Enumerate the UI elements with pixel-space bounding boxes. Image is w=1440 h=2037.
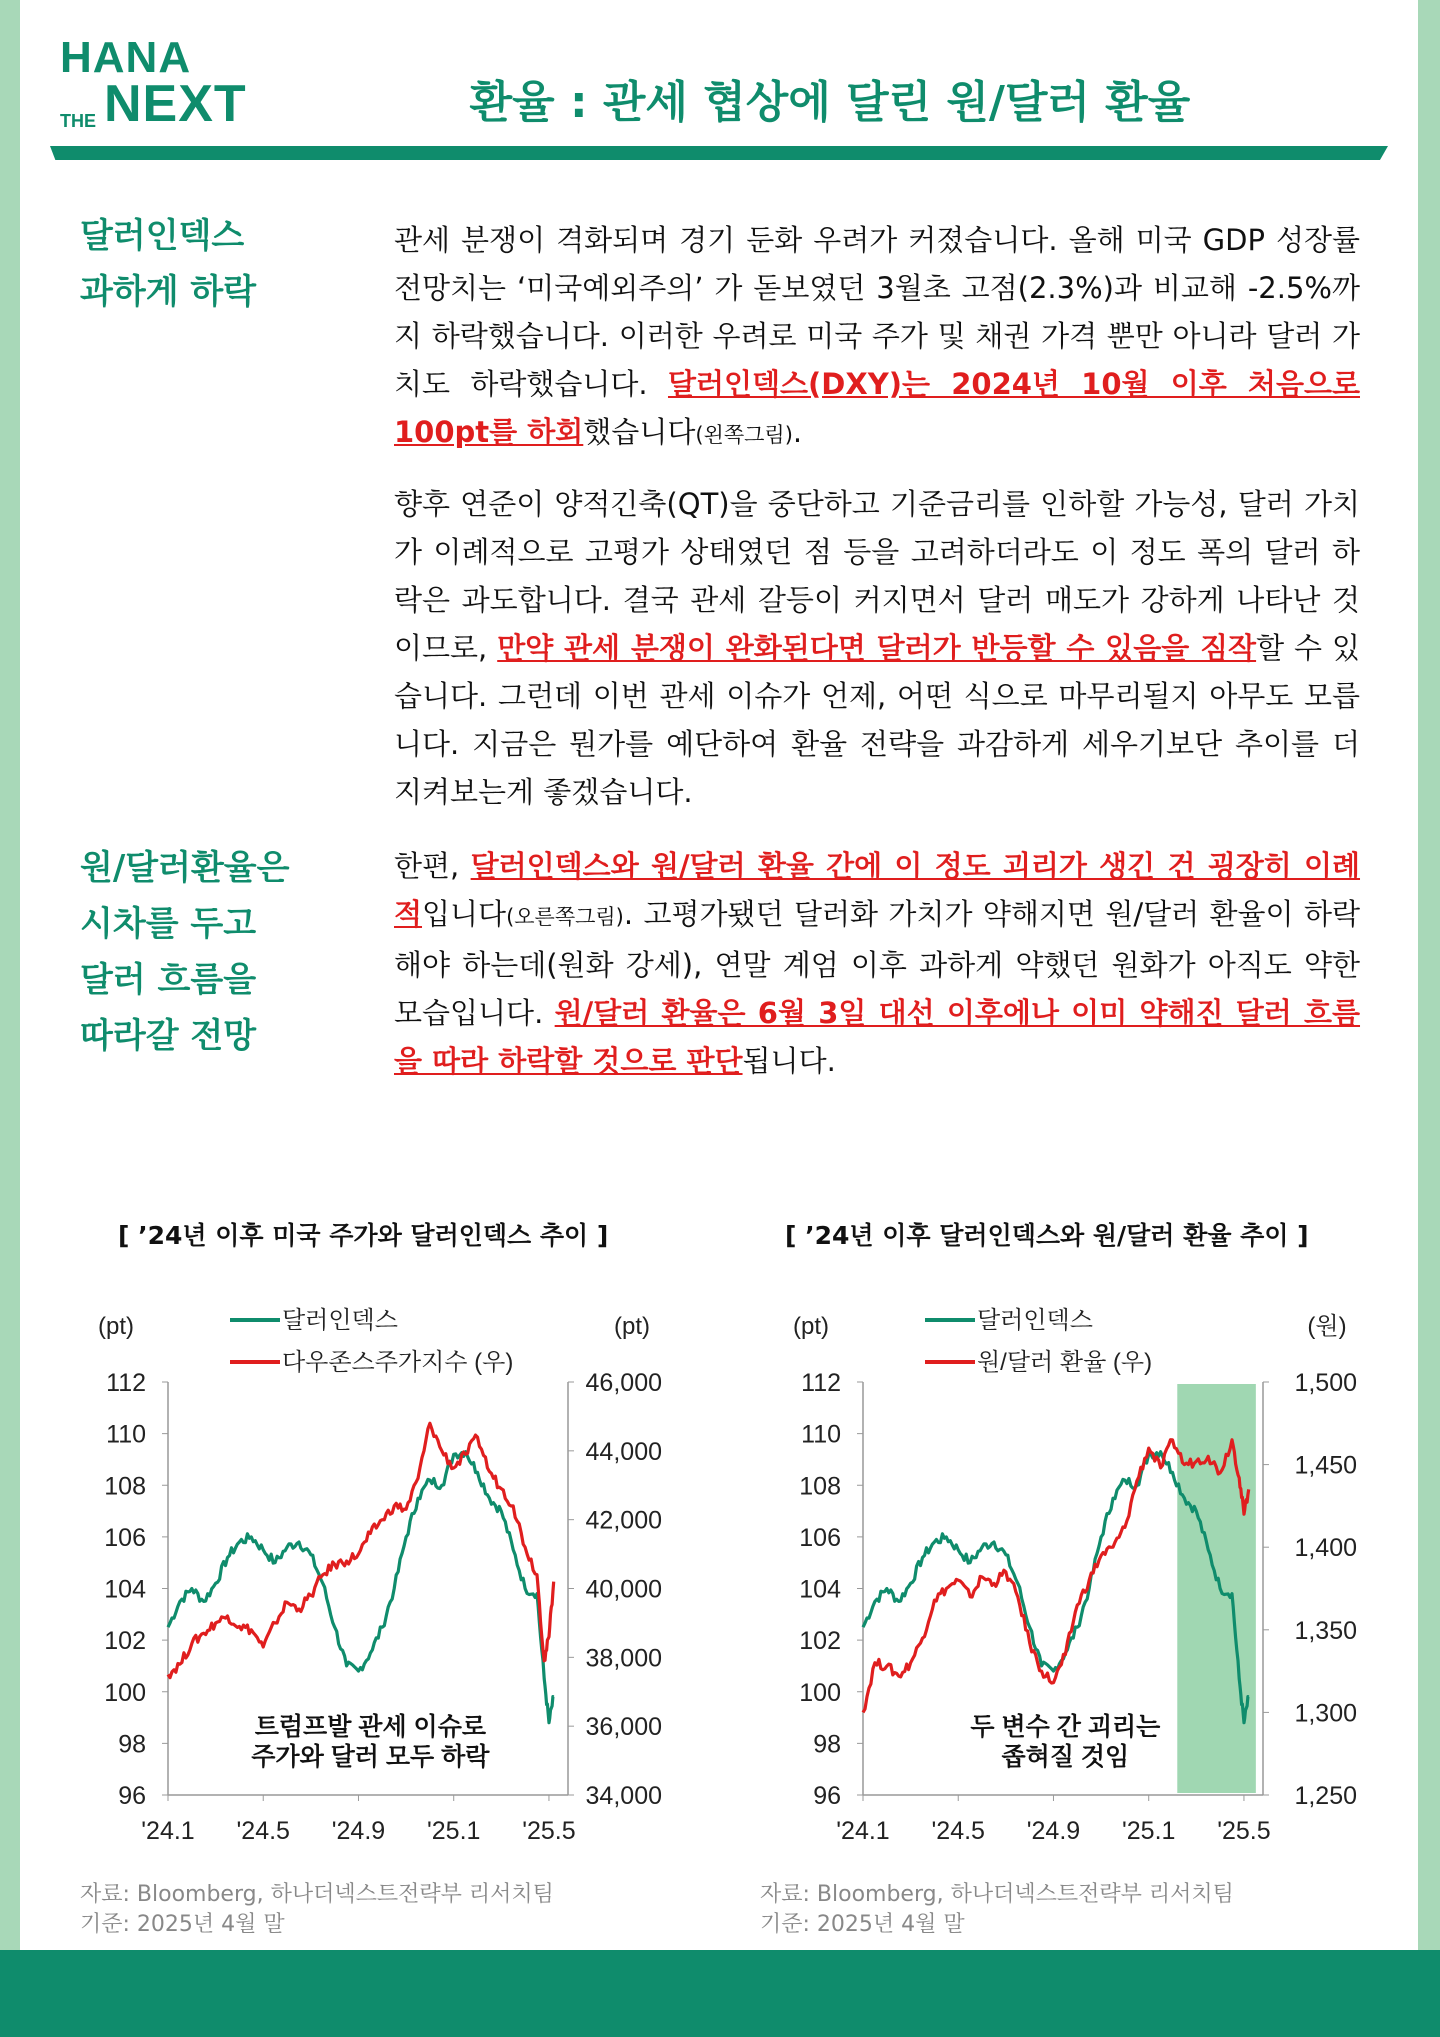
body-text: 입니다 xyxy=(422,897,507,931)
left-tick-label: 104 xyxy=(799,1575,841,1604)
highlight-text: 달러인덱스와 원/달러 환율 간에 이 정도 괴리가 생긴 건 굉장히 이례적 xyxy=(394,849,1361,931)
left-tick-label: 110 xyxy=(106,1420,146,1449)
right-tick-label: 1,500 xyxy=(1294,1369,1357,1397)
chart-annotation-line: 트럼프발 관세 이슈로 xyxy=(254,1713,487,1741)
legend-label: 다우존스주가지수 (우) xyxy=(282,1349,514,1376)
section1-side-heading xyxy=(80,208,256,320)
section2-paragraph xyxy=(394,842,1360,1085)
x-tick-label: '25.1 xyxy=(1121,1817,1176,1845)
left-tick-label: 100 xyxy=(104,1678,146,1707)
logo-the: THE xyxy=(60,111,96,131)
chart-right-title: [ ’24년 이후 달러인덱스와 원/달러 환율 추이 ] xyxy=(785,1221,1309,1250)
chart-annotation-line: 두 변수 간 괴리는 xyxy=(970,1713,1161,1741)
highlight-shade xyxy=(1177,1384,1256,1793)
left-tick-label: 102 xyxy=(799,1627,841,1656)
chart-left-notes xyxy=(80,1880,554,1940)
x-tick-label: '24.1 xyxy=(836,1817,890,1845)
section2-side-line: 달러 흐름을 xyxy=(80,960,257,1000)
page-title: 환율 : 관세 협상에 달린 원/달러 환율 xyxy=(469,77,1191,128)
logo-hana: HANA xyxy=(60,33,192,82)
right-tick-label: 1,400 xyxy=(1294,1534,1357,1563)
highlight-text: 원/달러 환율은 6월 3일 대선 이후에나 이미 약해진 달러 흐름을 따라 하락할 것으로 판단 xyxy=(394,996,1361,1078)
figure-reference: (왼쪽그림) xyxy=(695,423,793,447)
left-tick-label: 110 xyxy=(801,1420,841,1449)
right-axis-unit: (pt) xyxy=(614,1313,650,1340)
series-line-dow-jones xyxy=(168,1423,554,1677)
section2-side-heading xyxy=(80,840,289,1064)
right-axis-unit: (원) xyxy=(1307,1313,1347,1340)
right-tick-label: 1,300 xyxy=(1294,1699,1357,1728)
legend-label: 달러인덱스 xyxy=(977,1307,1093,1334)
x-tick-label: '25.1 xyxy=(426,1817,481,1845)
footer-band xyxy=(0,1950,1440,2037)
body-text: 관세 분쟁이 격화되며 경기 둔화 우려가 커졌습니다. 올해 미국 GDP 성장률 전망치는 ‘미국예외주의’ 가 돋보였던 3월초 고점(2.3%)과 비교해 -2.5%까지 하락했습니다. 이러한 우려로 미국 주가 및 채권 가격 뿐만 아니라 달러 가치도 하락했습니다. xyxy=(394,223,1360,401)
section2-side-line: 시차를 두고 xyxy=(80,904,257,944)
x-tick-label: '24.9 xyxy=(331,1817,386,1845)
body-text: 됩니다. xyxy=(742,1044,836,1078)
x-tick-label: '25.5 xyxy=(1217,1817,1271,1845)
right-tick-label: 1,350 xyxy=(1294,1616,1357,1645)
left-axis-unit: (pt) xyxy=(98,1313,134,1340)
right-tick-label: 34,000 xyxy=(585,1782,662,1810)
section1-paragraph1 xyxy=(394,216,1360,459)
section1-side-line: 과하게 하락 xyxy=(80,272,257,312)
left-tick-label: 112 xyxy=(801,1369,841,1397)
chart-left-title: [ ’24년 이후 미국 주가와 달러인덱스 추이 ] xyxy=(118,1221,609,1250)
figure-reference: (오른쪽그림) xyxy=(506,905,624,929)
section2-side-line: 따라갈 전망 xyxy=(80,1016,257,1056)
body-text: 한편, xyxy=(394,849,471,883)
left-tick-label: 100 xyxy=(799,1678,841,1707)
source-note: 자료: Bloomberg, 하나더넥스트전략부 리서치팀 xyxy=(80,1882,554,1907)
right-tick-label: 1,450 xyxy=(1294,1451,1357,1480)
right-tick-label: 42,000 xyxy=(585,1506,662,1535)
left-tick-label: 98 xyxy=(813,1730,841,1759)
section1-paragraph2 xyxy=(394,480,1360,816)
body-text: . xyxy=(792,415,803,449)
x-tick-label: '24.9 xyxy=(1026,1817,1081,1845)
right-tick-label: 40,000 xyxy=(585,1575,662,1604)
legend-label: 원/달러 환율 (우) xyxy=(977,1349,1153,1376)
highlight-text: 달러인덱스(DXY)는 2024년 10월 이후 처음으로 100pt를 하회 xyxy=(394,367,1360,449)
section1-side-line: 달러인덱스 xyxy=(80,216,245,256)
x-tick-label: '25.5 xyxy=(522,1817,576,1845)
left-tick-label: 108 xyxy=(799,1472,841,1501)
body-text: 했습니다 xyxy=(583,415,696,449)
series-line-dollar-index xyxy=(168,1452,554,1723)
highlight-text: 만약 관세 분쟁이 완화된다면 달러가 반등할 수 있음을 짐작 xyxy=(497,631,1257,665)
date-note: 기준: 2025년 4월 말 xyxy=(760,1912,965,1937)
chart-right-notes xyxy=(760,1880,1234,1940)
right-tick-label: 36,000 xyxy=(585,1713,662,1742)
chart-annotation-line: 좁혀질 것임 xyxy=(1001,1743,1130,1771)
body-text: 할 수 있습니다. 그런데 이번 관세 이슈가 언제, 어떤 식으로 마무리될지 아무도 모릅니다. 지금은 뭔가를 예단하여 환율 전략을 과감하게 세우기보단 추이를 더 지켜보는게 좋겠습니다. xyxy=(394,631,1360,809)
legend-label: 달러인덱스 xyxy=(282,1307,398,1334)
right-tick-label: 1,250 xyxy=(1294,1782,1357,1810)
x-tick-label: '24.5 xyxy=(931,1817,985,1845)
logo-next: NEXT xyxy=(104,75,247,133)
right-tick-label: 44,000 xyxy=(585,1437,662,1466)
right-tick-label: 46,000 xyxy=(585,1369,662,1397)
source-note: 자료: Bloomberg, 하나더넥스트전략부 리서치팀 xyxy=(760,1882,1234,1907)
left-tick-label: 96 xyxy=(813,1782,841,1810)
chart-dollar-index-krw xyxy=(775,1290,1375,1860)
left-tick-label: 108 xyxy=(104,1472,146,1501)
hana-the-next-logo xyxy=(60,33,247,133)
date-note: 기준: 2025년 4월 말 xyxy=(80,1912,285,1937)
right-tick-label: 38,000 xyxy=(585,1644,662,1673)
left-tick-label: 112 xyxy=(106,1369,146,1397)
left-tick-label: 98 xyxy=(118,1730,146,1759)
left-tick-label: 104 xyxy=(104,1575,146,1604)
chart-annotation-line: 주가와 달러 모두 하락 xyxy=(251,1743,490,1771)
left-tick-label: 96 xyxy=(118,1782,146,1810)
section2-side-line: 원/달러환율은 xyxy=(80,848,290,888)
left-tick-label: 102 xyxy=(104,1627,146,1656)
header-divider xyxy=(50,146,1388,160)
left-tick-label: 106 xyxy=(104,1523,146,1552)
body-text: 향후 연준이 양적긴축(QT)을 중단하고 기준금리를 인하할 가능성, 달러 가치가 이례적으로 고평가 상태였던 점 등을 고려하더라도 이 정도 폭의 달러 하락은 과도합니다. 결국 관세 갈등이 커지면서 달러 매도가 강하게 나타난 것이므로, xyxy=(394,487,1360,665)
left-axis-unit: (pt) xyxy=(793,1313,829,1340)
chart-us-stocks-dollar-index xyxy=(80,1290,680,1860)
x-tick-label: '24.5 xyxy=(236,1817,290,1845)
left-tick-label: 106 xyxy=(799,1523,841,1552)
body-text: . 고평가됐던 달러화 가치가 약해지면 원/달러 환율이 하락해야 하는데(원화 강세), 연말 계엄 이후 과하게 약했던 원화가 아직도 약한 모습입니다. xyxy=(394,897,1360,1030)
x-tick-label: '24.1 xyxy=(141,1817,195,1845)
